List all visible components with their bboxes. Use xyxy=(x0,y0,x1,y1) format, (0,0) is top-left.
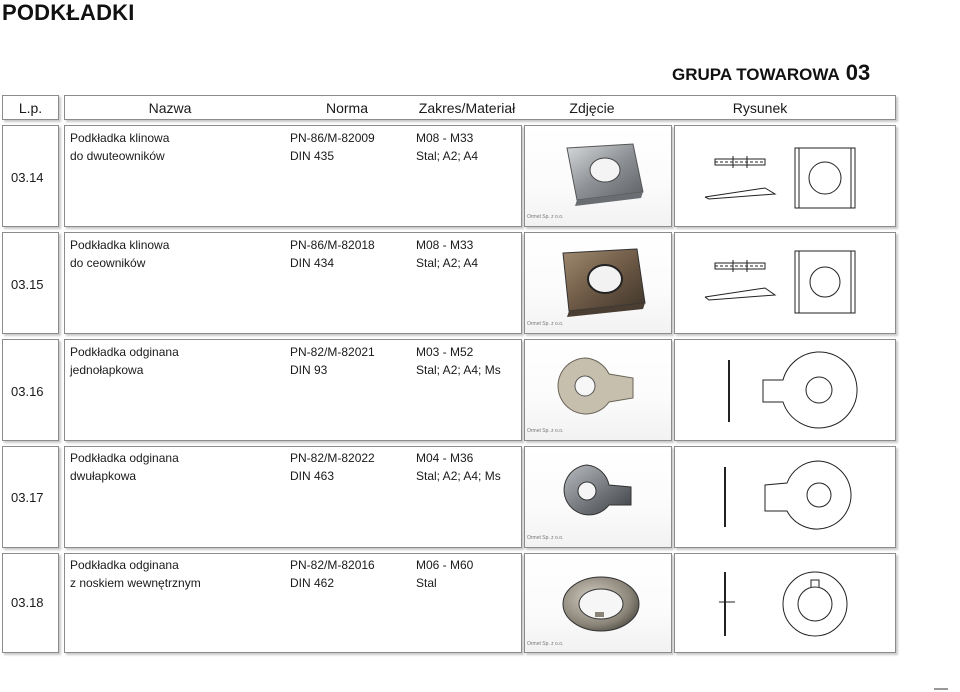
row-name-line2: z noskiem wewnętrznym xyxy=(70,576,201,590)
header-drawing: Rysunek xyxy=(732,100,788,116)
photo-credit: Ormet Sp. z o.o. xyxy=(527,428,564,434)
header-norm: Norma xyxy=(325,100,368,116)
channel-wedge-washer-photo xyxy=(525,233,671,333)
row-photo-cell xyxy=(524,553,672,653)
row-norm-pn: PN-86/M-82009 xyxy=(290,131,375,145)
row-photo-cell xyxy=(524,446,672,548)
photo-credit: Ormet Sp. z o.o. xyxy=(527,641,564,647)
row-size-range: M08 - M33 xyxy=(416,238,474,252)
inner-nose-washer-photo xyxy=(525,554,671,652)
header-name: Nazwa xyxy=(148,100,192,116)
row-norm-din: DIN 463 xyxy=(290,469,335,483)
row-drawing-cell xyxy=(674,339,896,441)
row-name-line2: dwułapkowa xyxy=(70,469,137,483)
row-drawing-cell xyxy=(674,553,896,653)
row-drawing-cell xyxy=(674,125,896,227)
row-lp: 03.16 xyxy=(11,384,44,399)
row-name-line2: do ceowników xyxy=(70,256,146,270)
single-tab-washer-drawing xyxy=(675,340,895,440)
row-photo-cell xyxy=(524,339,672,441)
double-tab-washer-photo xyxy=(525,447,671,547)
row-name-line2: do dwuteowników xyxy=(70,149,165,163)
row-lp: 03.17 xyxy=(11,490,44,505)
row-material: Stal; A2; A4; Ms xyxy=(416,363,501,377)
row-lp: 03.14 xyxy=(11,170,44,185)
row-material: Stal xyxy=(416,576,437,590)
header-range: Zakres/Materiał xyxy=(418,100,516,116)
row-name-line1: Podkładka klinowa xyxy=(70,131,170,145)
row-norm-din: DIN 462 xyxy=(290,576,335,590)
page-mark xyxy=(934,688,948,690)
row-norm-pn: PN-82/M-82022 xyxy=(290,451,375,465)
row-name-line1: Podkładka klinowa xyxy=(70,238,170,252)
row-photo-cell xyxy=(524,232,672,334)
row-lp: 03.18 xyxy=(11,595,44,610)
channel-wedge-washer-drawing xyxy=(675,233,895,333)
header-lp: L.p. xyxy=(18,100,43,116)
wedge-washer-photo xyxy=(525,126,671,226)
row-size-range: M04 - M36 xyxy=(416,451,474,465)
single-tab-washer-photo xyxy=(525,340,671,440)
page-title: PODKŁADKI xyxy=(2,0,135,25)
row-name-line1: Podkładka odginana xyxy=(70,451,179,465)
row-material: Stal; A2; A4; Ms xyxy=(416,469,501,483)
row-size-range: M06 - M60 xyxy=(416,558,474,572)
row-material: Stal; A2; A4 xyxy=(416,149,479,163)
double-tab-washer-drawing xyxy=(675,447,895,547)
row-name-line1: Podkładka odginana xyxy=(70,345,179,359)
header-photo: Zdjęcie xyxy=(569,100,615,116)
row-norm-pn: PN-86/M-82018 xyxy=(290,238,375,252)
row-norm-pn: PN-82/M-82016 xyxy=(290,558,375,572)
row-norm-din: DIN 435 xyxy=(290,149,335,163)
row-material: Stal; A2; A4 xyxy=(416,256,479,270)
group-title xyxy=(672,60,870,86)
group-label: GRUPA TOWAROWA xyxy=(672,65,840,84)
photo-credit: Ormet Sp. z o.o. xyxy=(527,214,564,220)
row-photo-cell xyxy=(524,125,672,227)
row-size-range: M08 - M33 xyxy=(416,131,474,145)
group-number: 03 xyxy=(845,60,871,85)
row-norm-pn: PN-82/M-82021 xyxy=(290,345,375,359)
photo-credit: Ormet Sp. z o.o. xyxy=(527,321,564,327)
row-norm-din: DIN 434 xyxy=(290,256,335,270)
inner-nose-washer-drawing xyxy=(675,554,895,652)
row-drawing-cell xyxy=(674,232,896,334)
row-drawing-cell xyxy=(674,446,896,548)
photo-credit: Ormet Sp. z o.o. xyxy=(527,535,564,541)
row-norm-din: DIN 93 xyxy=(290,363,328,377)
wedge-washer-drawing xyxy=(675,126,895,226)
row-lp: 03.15 xyxy=(11,277,44,292)
row-name-line2: jednołapkowa xyxy=(70,363,144,377)
row-size-range: M03 - M52 xyxy=(416,345,474,359)
row-name-line1: Podkładka odginana xyxy=(70,558,179,572)
